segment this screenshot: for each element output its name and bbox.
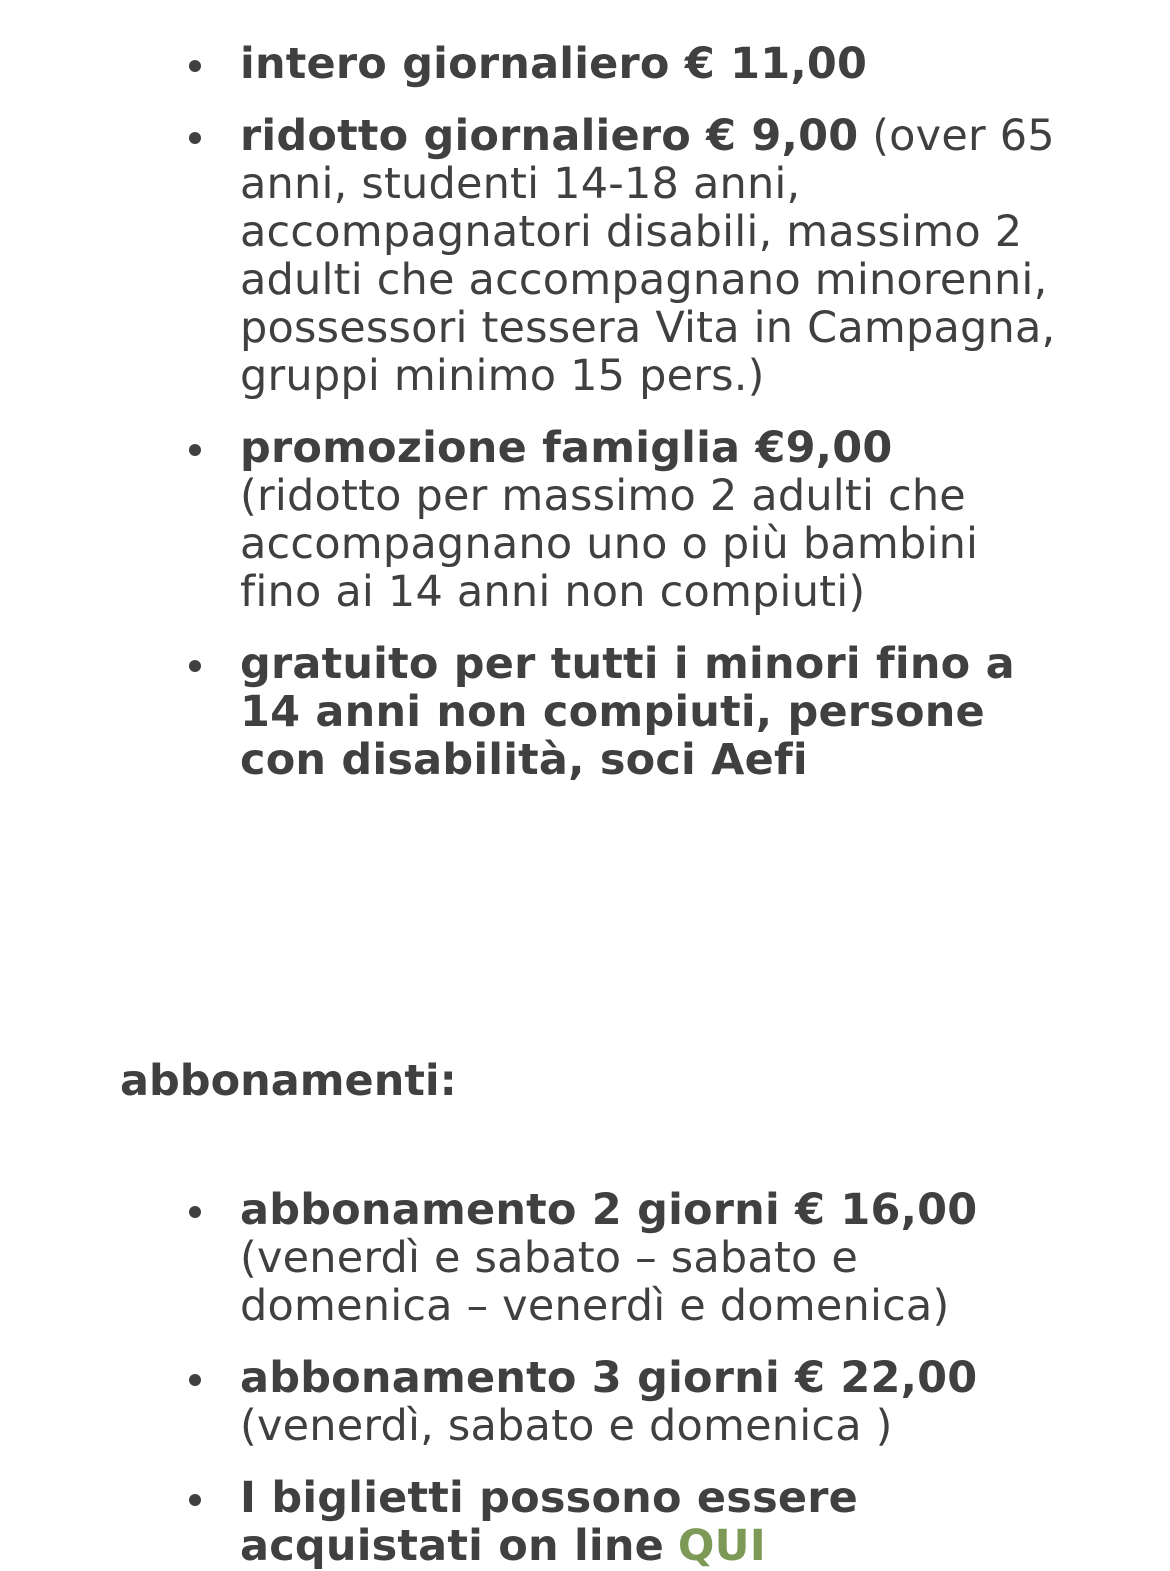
bullet-icon (189, 660, 201, 672)
buy-online-link[interactable]: QUI (677, 1521, 766, 1571)
bullet-icon (189, 60, 201, 72)
list-item (0, 1474, 1170, 1570)
price-label: abbonamento 3 giorni € 22,00 (240, 1353, 978, 1403)
price-label: promozione famiglia €9,00 (240, 423, 893, 473)
price-description: (venerdì e sabato – sabato e domenica – venerdì e domenica) (240, 1233, 950, 1331)
list-item (0, 1186, 1170, 1330)
list-item (0, 1354, 1170, 1450)
list-item (0, 112, 1170, 400)
price-label: abbonamento 2 giorni € 16,00 (240, 1185, 978, 1235)
bullet-icon (189, 444, 201, 456)
price-description: (over 65 anni, studenti 14-18 anni, accompagnatori disabili, massimo 2 adulti che accompagnano minorenni, possessori tessera Vita in Campagna, gruppi minimo 15 pers.) (240, 111, 1056, 401)
price-label: gratuito per tutti i minori fino a 14 anni non compiuti, persone con disabilità, soci Aefi (240, 639, 1015, 785)
price-description: (ridotto per massimo 2 adulti che accompagnano uno o più bambini fino ai 14 anni non compiuti) (240, 471, 979, 617)
online-purchase-text: I biglietti possono essere acquistati on line (240, 1473, 858, 1571)
list-item (0, 424, 1170, 616)
bullet-icon (189, 1206, 201, 1218)
bullet-icon (189, 132, 201, 144)
bullet-icon (189, 1494, 201, 1506)
daily-price-list (0, 40, 1170, 784)
bullet-icon (189, 1374, 201, 1386)
subscription-price-list (0, 1186, 1170, 1570)
list-item (0, 640, 1170, 784)
section-title-subscriptions: abbonamenti: (120, 1056, 457, 1106)
price-label: ridotto giornaliero € 9,00 (240, 111, 859, 161)
price-description: (venerdì, sabato e domenica ) (240, 1401, 893, 1451)
price-label: intero giornaliero € 11,00 (240, 39, 868, 89)
list-item (0, 40, 1170, 88)
